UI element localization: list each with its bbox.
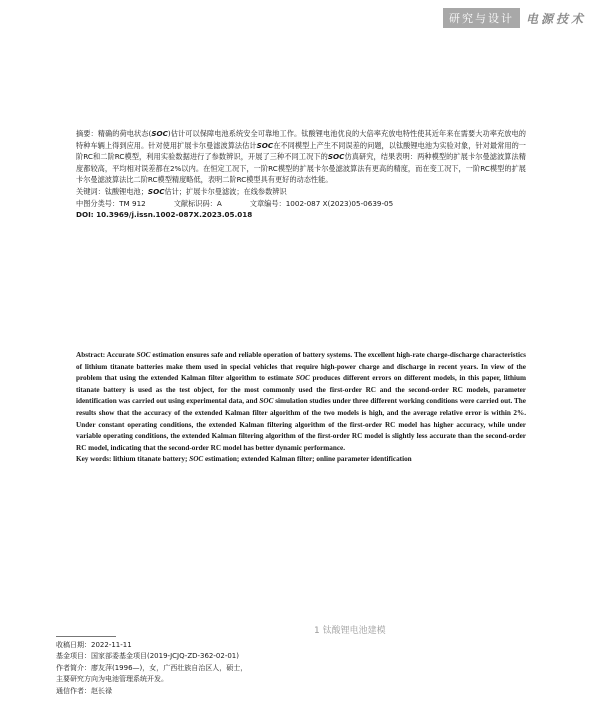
abstract-text: 仿真研究，结果表明：两种模型的扩展卡尔曼滤波算法精度都较高，平均相对误差都在2%以内。在恒定工况下，一阶RC模型的扩展卡尔曼滤波算法有更高的精度，而在变工况下，一阶RC模型的扩展卡尔曼滤波算法比二阶RC模型精度略低，表明二阶RC模型具有更好的动态性能。 bbox=[76, 152, 526, 185]
author-bio: 作者简介：廖友萍(1996—)，女，广西壮族自治区人，硕士， bbox=[56, 663, 248, 672]
keywords-text: 估计；扩展卡尔曼滤波；在线参数辨识 bbox=[164, 186, 287, 196]
soc-term: SOC bbox=[151, 129, 168, 138]
doc-code: 文献标识码：A bbox=[173, 198, 222, 208]
author-research: 主要研究方向为电池管理系统开发。 bbox=[56, 675, 168, 684]
chinese-abstract bbox=[76, 128, 526, 221]
abstract-text-en: Accurate bbox=[105, 351, 137, 359]
section-label: 研究与设计 bbox=[443, 8, 520, 28]
section-heading: 1 钛酸锂电池建模 bbox=[314, 626, 386, 636]
page-header bbox=[443, 8, 586, 28]
abstract-text-en: produces different errors on different models, in this paper, lithium titanate battery is used as the test object, for the most commonly used the first-order RC and the second-order RC models, parameter identification was carried out using experimental data, and bbox=[76, 374, 526, 406]
footnote-rule bbox=[56, 636, 116, 637]
abstract-label-en: Abstract: bbox=[76, 351, 106, 359]
soc-term: SOC bbox=[147, 186, 165, 196]
chinese-keywords bbox=[76, 186, 526, 198]
keywords-text-en: estimation; extended Kalman filter; online parameter identification bbox=[203, 455, 412, 464]
soc-term: SOC bbox=[136, 351, 151, 359]
chinese-abstract-text bbox=[76, 128, 526, 186]
journal-name: 电源技术 bbox=[525, 11, 586, 26]
abstract-text-en: simulation studies under three different working conditions were carried out. The results show that the accuracy of the extended Kalman filter algorithm of the two models is high, and the average relative error is within 2%. Under constant operating conditions, the extended Kalman filtering algorithm of the first-order RC model has higher accuracy, while under variable operating conditions, the extended Kalman filtering algorithm of the first-order RC model is slightly less accurate than the second-order RC model, indicating that the second-order RC model has better dynamic performance. bbox=[76, 397, 526, 452]
soc-term: SOC bbox=[327, 152, 345, 162]
classification-row bbox=[76, 198, 526, 210]
received-date: 收稿日期：2022-11-11 bbox=[56, 641, 132, 649]
article-number: 文章编号：1002-087 X(2023)05-0639-05 bbox=[249, 198, 394, 208]
english-keywords bbox=[76, 454, 526, 466]
soc-term: SOC bbox=[189, 455, 204, 464]
footnotes bbox=[56, 640, 306, 697]
abstract-text-en: estimation ensures safe and reliable operation of battery systems. The excellent high-rate charge-discharge characteristics of lithium titanate batteries make them used in special vehicles that require high-power charge and discharge in recent years. In view of the problem that using the extended Kalman filter algorithm to estimate bbox=[76, 351, 526, 383]
soc-term: SOC bbox=[259, 397, 274, 406]
doi: DOI: 10.3969/j.issn.1002-087X.2023.05.018 bbox=[76, 210, 253, 220]
keywords-text: 钛酸锂电池； bbox=[104, 186, 148, 196]
english-abstract-text bbox=[76, 350, 526, 454]
soc-term: SOC bbox=[256, 140, 274, 150]
abstract-label: 摘要： bbox=[76, 129, 98, 138]
corresponding-author: 通信作者：赵长禄 bbox=[56, 686, 112, 695]
keywords-label-en: Key words: bbox=[76, 455, 112, 464]
keywords-label: 关键词： bbox=[76, 186, 105, 196]
soc-term: SOC bbox=[295, 374, 310, 383]
abstract-text: 精确的荷电状态( bbox=[97, 129, 152, 138]
english-abstract bbox=[76, 350, 526, 466]
clc-number: 中图分类号：TM 912 bbox=[76, 198, 146, 208]
keywords-text-en: lithium titanate battery; bbox=[111, 455, 190, 464]
abstract-text: )估计可以保障电池系统安全可靠地工作。钛酸锂电池优良的大倍率充放电特性使其近年来在需要大功率充放电的特种车辆上得到应用。针对使用扩展卡尔曼滤波算法估计 bbox=[76, 129, 526, 150]
fund-project: 基金项目：国家部委基金项目(2019-JCJQ-ZD-362-02-01) bbox=[56, 652, 239, 661]
abstract-text: 在不同模型上产生不同误差的问题，以钛酸锂电池为实验对象，针对最常用的一阶RC和二阶RC模型，利用实验数据进行了参数辨识，开展了三种不同工况下的 bbox=[76, 140, 526, 162]
